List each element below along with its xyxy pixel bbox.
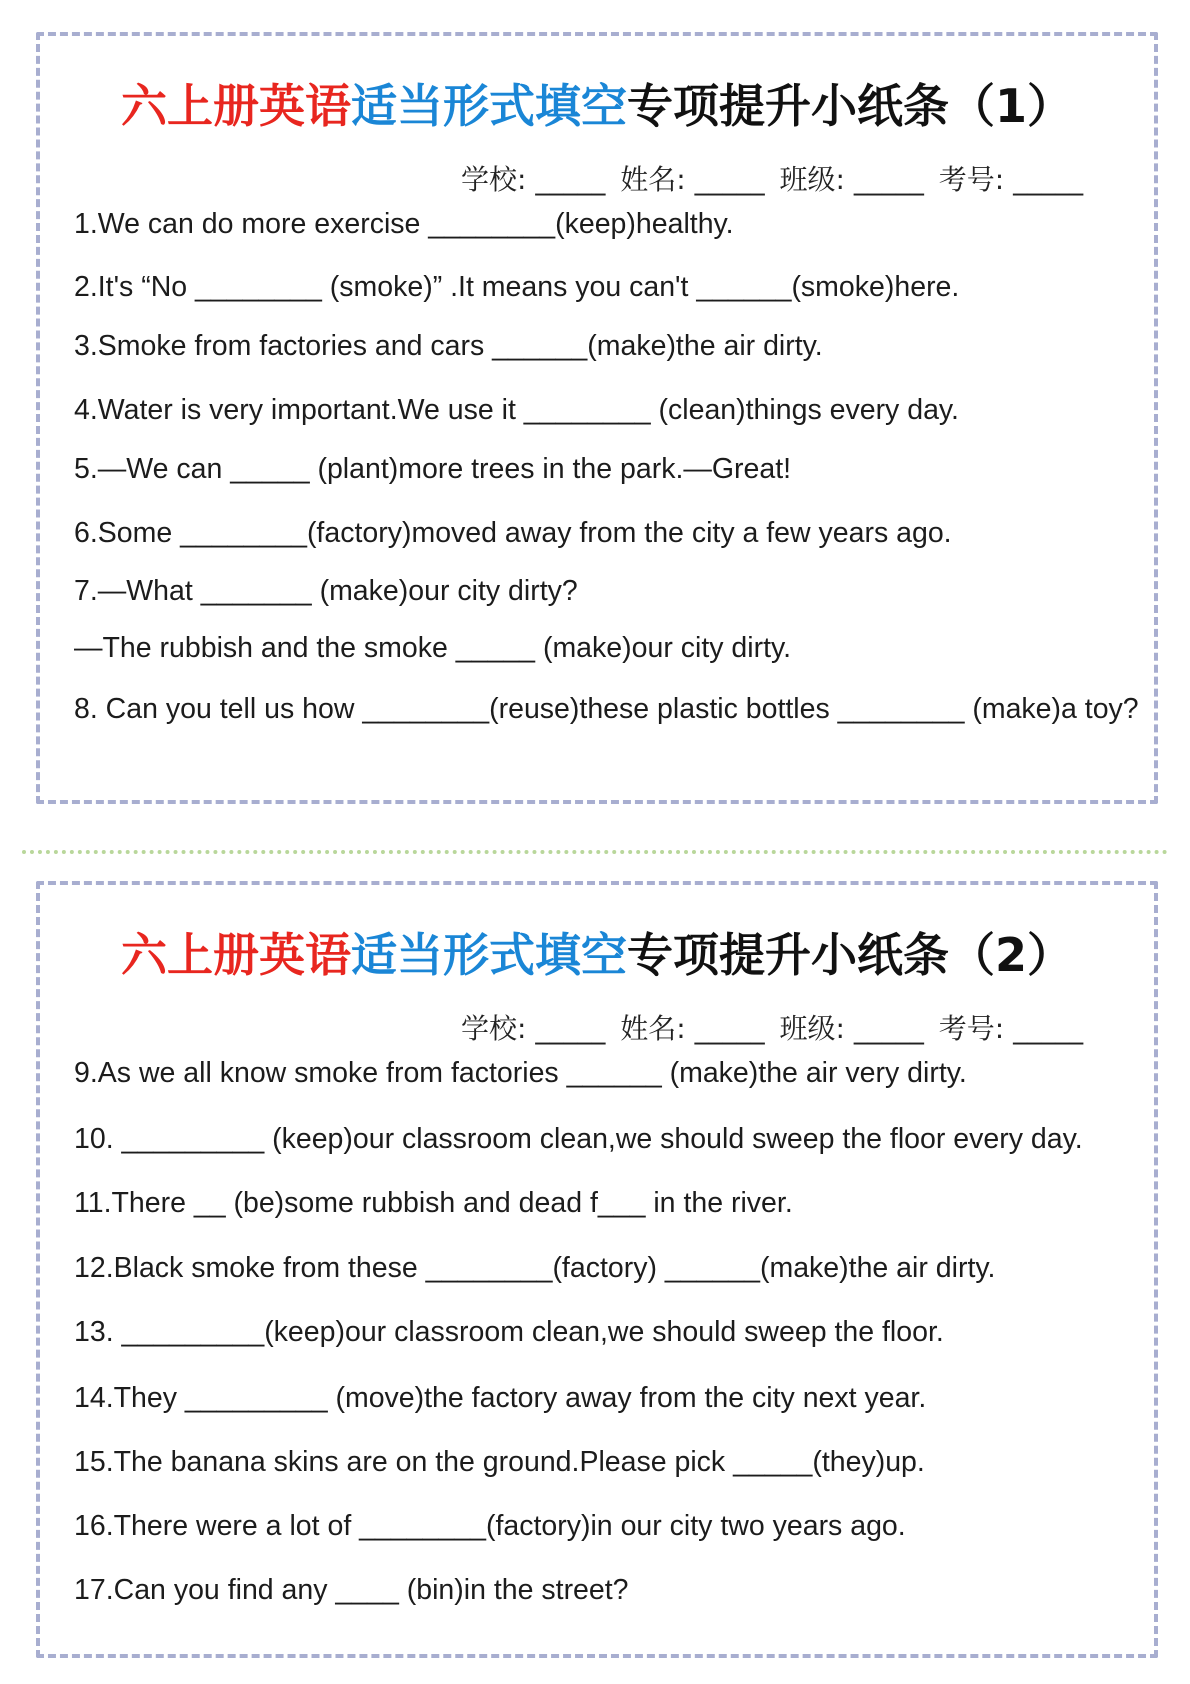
question-item: 13. _________(keep)our classroom clean,we should sweep the floor. <box>74 1316 944 1348</box>
question-item: 8. Can you tell us how ________(reuse)these plastic bottles ________ (make)a toy? <box>74 693 1139 725</box>
title-red-part: 六上册英语 <box>120 79 351 133</box>
question-item: 4.Water is very important.We use it ________ (clean)things every day. <box>74 394 959 426</box>
question-item: 17.Can you find any ____ (bin)in the street? <box>74 1574 629 1606</box>
title-red-part: 六上册英语 <box>120 928 351 982</box>
title-black-part: 专项提升小纸条（1） <box>626 79 1073 133</box>
cut-line-divider <box>22 850 1168 854</box>
class-field[interactable]: 班级: _____ <box>779 1012 924 1045</box>
title-blue-part: 适当形式填空 <box>350 79 627 133</box>
title-blue-part: 适当形式填空 <box>350 928 627 982</box>
worksheet-title <box>40 919 1154 985</box>
question-item: —The rubbish and the smoke _____ (make)our city dirty. <box>74 632 792 664</box>
number-field[interactable]: 考号: _____ <box>938 163 1084 196</box>
worksheet-title <box>40 70 1154 136</box>
question-item: 9.As we all know smoke from factories ______ (make)the air very dirty. <box>74 1057 967 1089</box>
question-item: 2.It's “No ________ (smoke)” .It means you can't ______(smoke)here. <box>74 271 960 303</box>
question-item: 7.—What _______ (make)our city dirty? <box>74 575 578 607</box>
question-item: 11.There __ (be)some rubbish and dead f___ in the river. <box>74 1187 793 1219</box>
question-list <box>74 204 1144 729</box>
worksheet-card-2 <box>36 881 1158 1658</box>
student-info-row <box>461 1007 1089 1047</box>
name-field[interactable]: 姓名: _____ <box>620 1012 765 1045</box>
title-black-part: 专项提升小纸条（2） <box>626 928 1073 982</box>
question-list <box>74 1053 1144 1610</box>
question-item: 1.We can do more exercise ________(keep)healthy. <box>74 208 734 240</box>
question-item: 14.They _________ (move)the factory away from the city next year. <box>74 1382 927 1414</box>
class-field[interactable]: 班级: _____ <box>779 163 924 196</box>
worksheet-card-1 <box>36 32 1158 804</box>
school-field[interactable]: 学校: _____ <box>461 1012 606 1045</box>
question-item: 15.The banana skins are on the ground.Please pick _____(they)up. <box>74 1446 925 1478</box>
school-field[interactable]: 学校: _____ <box>461 163 606 196</box>
question-item: 16.There were a lot of ________(factory)in our city two years ago. <box>74 1510 906 1542</box>
question-item: 5.—We can _____ (plant)more trees in the park.—Great! <box>74 453 792 485</box>
student-info-row <box>461 158 1089 198</box>
question-item: 6.Some ________(factory)moved away from the city a few years ago. <box>74 517 952 549</box>
number-field[interactable]: 考号: _____ <box>938 1012 1084 1045</box>
question-item: 3.Smoke from factories and cars ______(make)the air dirty. <box>74 330 823 362</box>
question-item: 10. _________ (keep)our classroom clean,we should sweep the floor every day. <box>74 1123 1083 1155</box>
question-item: 12.Black smoke from these ________(factory) ______(make)the air dirty. <box>74 1252 996 1284</box>
name-field[interactable]: 姓名: _____ <box>620 163 765 196</box>
